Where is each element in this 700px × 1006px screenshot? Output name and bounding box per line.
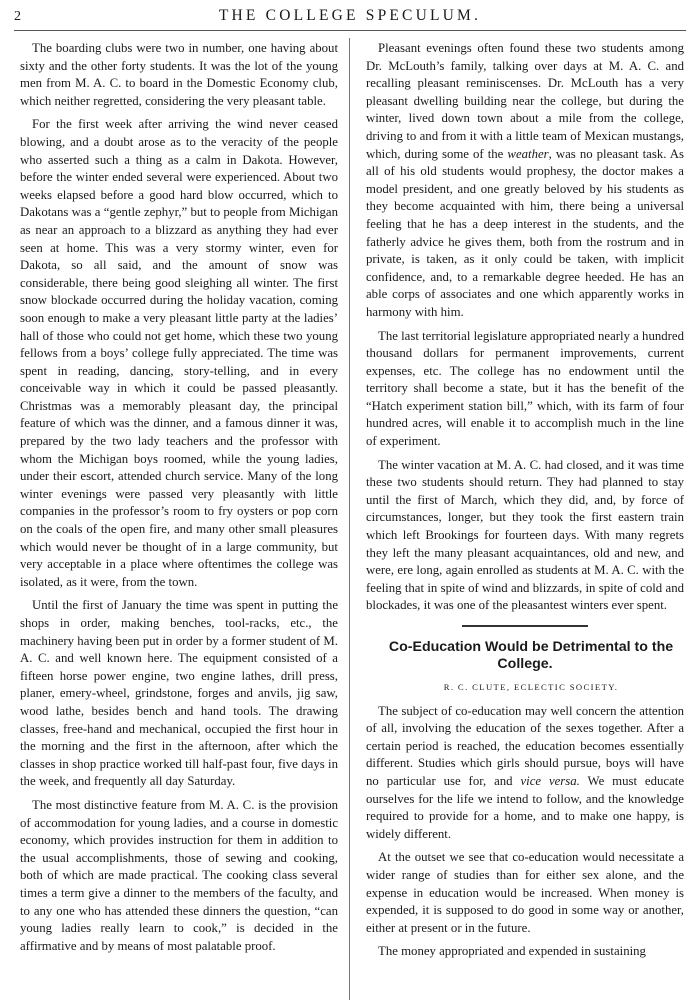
italic-text: vice versa. — [520, 773, 580, 788]
section-rule — [462, 625, 588, 627]
paragraph — [366, 703, 684, 844]
header-rule — [14, 30, 686, 31]
paragraph: At the outset we see that co-education would necessitate a wider range of studies than for either sex alone, and the expense in education would be increased. When money is expended, it is supposed to do good in some way or another, either at present or in the future. — [366, 850, 684, 935]
page-header — [0, 6, 700, 28]
left-column — [20, 40, 338, 961]
paragraph-text: Pleasant evenings often found these two students among Dr. McLouth’s family, talking over days at M. A. C. and recalling pleasant reminiscenses. Dr. McLouth has a very pleasant dwelling building near the college, but during the winter, lived down town about a mile from the college, driving to and from it with a little team of Mexican mustangs, which, during some of the — [366, 41, 684, 161]
paragraph — [366, 40, 684, 322]
paragraph: Until the first of January the time was spent in putting the shops in order, making benches, tool-racks, etc., the machinery having been put in order by a former student of M. A. C. and well known here. The equipment consisted of a fifteen horse power engine, two engine lathes, drill press, planer, emery-wheel, grindstone, forges and anvils, jig saw, wood lathe, besides bench and hand tools. The drawing classes, free-hand and mechanical, occupied the first hour in the morning and the first in the afternoon, after which the classes in shop practice worked till half-past four, five days in the week, and frequently all day Saturday. — [20, 598, 338, 789]
article-byline: R. C. CLUTE, ECLECTIC SOCIETY. — [443, 682, 619, 692]
right-column — [366, 40, 684, 967]
page-number: 2 — [14, 9, 21, 24]
italic-text: weather — [507, 146, 549, 161]
column-divider — [349, 38, 350, 1000]
paragraph: The winter vacation at M. A. C. had closed, and it was time these two students should return. They had planned to stay until the first of March, which they did, and, by force of circumstances, longer, but they took the first eastern train which left Brookings for fourteen days. With many regrets they left the many pleasant acquaintances, old and new, and were, ere long, again enrolled as students at M. A. C. with the feeling that in spite of wind and blizzards, in spite of cold and blockades, it was one of the pleasantest winters ever spent. — [366, 457, 684, 613]
paragraph: The money appropriated and expended in sustaining — [378, 944, 646, 959]
paragraph: The boarding clubs were two in number, one having about sixty and the other forty students. It was the lot of the young men from M. A. C. to board in the Domestic Economy club, which neither regretted, considering the very pleasant table. — [20, 41, 338, 108]
paragraph-text: , was no pleasant task. As all of his old students would prophesy, the doctor makes a model president, and one greatly beloved by his students as they become acquainted with him, there being a universal feeling that he has a deep interest in the students, and the fatherly advice he gives them, both from the rostrum and in private, is taken, as it only could be taken, with implicit confidence, and, to a remarkable degree heeded. He has an able corps of associates and one which apparently works in harmony with him. — [366, 146, 684, 319]
running-title: THE COLLEGE SPECULUM. — [218, 7, 482, 24]
article-title: Co-Education Would be Detrimental to the College. — [388, 639, 674, 672]
paragraph-text: The subject of co-education may well concern the attention of all, involving the education of the sexes together. After a certain period is reached, the education becomes essentially different. Studies which girls should pursue, boys will have no particular use for, and — [366, 703, 684, 788]
paragraph: For the first week after arriving the wind never ceased blowing, and a doubt arose as to the veracity of the people who asserted such a thing as a calm in Dakota. However, before the winter ended several were experienced. About two weeks elapsed before a good hard blow occurred, which to Dakotans was a “gentle zephyr,” but to people from Michigan as near an approach to a blizzard as anything they had ever seen at home. This was a very stormy winter, even for Dakota, so all said, and the amount of snow was considerable, there being good sleighing all winter. The first snow blockade occurred during the holiday vacation, coming soon enough to make a very pleasant little party at the ladies’ hall of those who could not get home, which these two young fellows from a boys’ college fully appreciated. The time was spent in reading, dancing, story-telling, and in every conceivable way in which it could be passed pleasantly. Christmas was a memorably pleasant day, the principal feature of which was the dinner, and a famous dinner it was, prepared by the two lady teachers and the professor with whom the Michigan boys roomed, while the young ladies, under their escort, attended church service. Many of the long winter evenings were passed very pleasantly with little companies in the professor’s room to fry oysters or pop corn on the coals of the open fire, and many other small pleasures which would never be thought of in a large community, but very acceptable in a place where oftentimes the college was isolated, as it were, from the town. — [20, 117, 338, 589]
paragraph: The last territorial legislature appropriated nearly a hundred thousand dollars for permanent improvements, current expenses, etc. The college has no endowment until the territory shall become a state, but it has the benefit of the “Hatch experiment station bill,” which, with its farm of four hundred acres, will enable it to accomplish much in the line of experiment. — [366, 328, 684, 449]
paragraph: The most distinctive feature from M. A. C. is the provision of accommodation for young ladies, and a course in domestic economy, which provides instruction for them in addition to the usual accomplishments, those of sewing and cooking, both of which are made practical. The cooking class several times a term give a dinner to the members of the faculty, and to any one who has attended these dinners the question, “can young ladies really learn to cook,” is decided in the affirmative and by means of most palatable proof. — [20, 797, 338, 953]
paragraph-text: We must educate ourselves for the life we intend to follow, and the knowledge required to provide for a home, and to make one happy, is widely different. — [366, 773, 685, 841]
